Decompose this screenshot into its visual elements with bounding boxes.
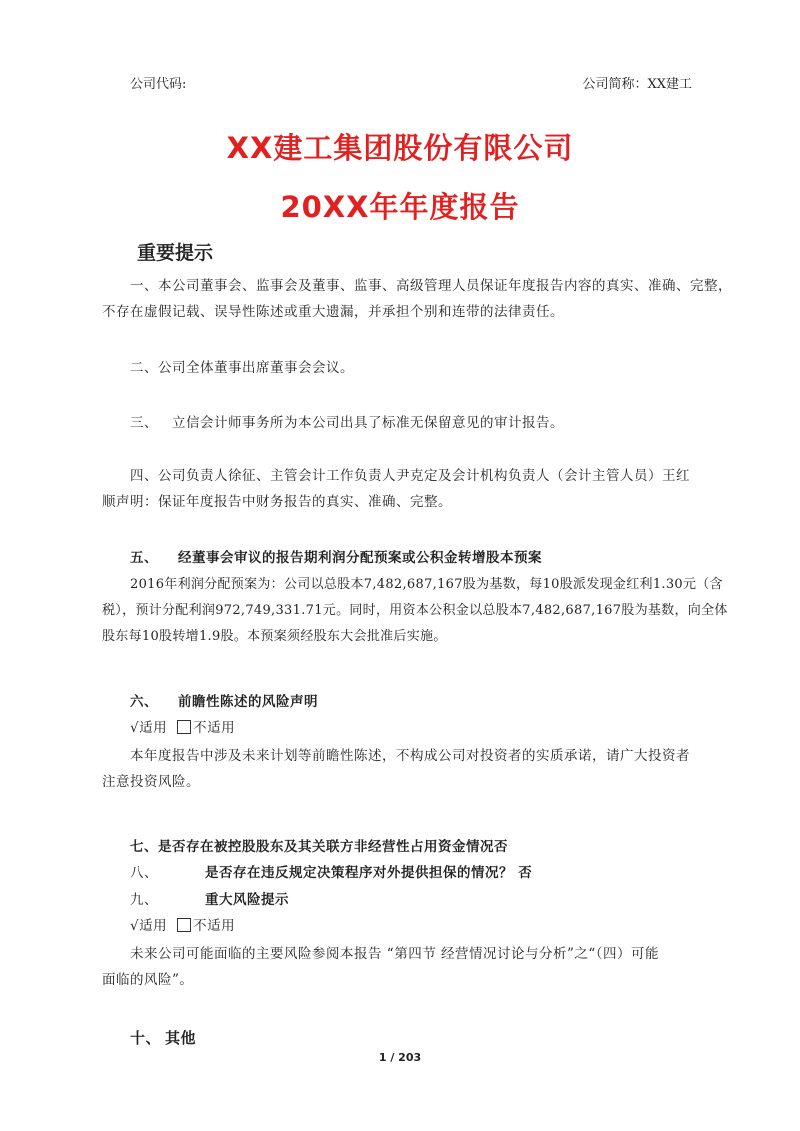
item-four-line2: 顺声明：保证年度报告中财务报告的真实、准确、完整。	[102, 494, 452, 510]
item-nine-line2: 面临的风险”。	[102, 972, 194, 988]
item-ten-number: 十、	[130, 1029, 162, 1047]
nine-not-applicable-label: 不适用	[193, 918, 236, 934]
item-six-checkboxes	[130, 715, 235, 741]
item-nine-line1: 未来公司可能面临的主要风险参阅本报告 “第四节 经营情况讨论与分析”之“（四）可能	[130, 946, 660, 962]
item-five-line3: 股东每10股转增1.9股。本预案须经股东大会批准后实施。	[102, 629, 447, 644]
item-four-line1: 四、公司负责人徐征、主管会计工作负责人尹克定及会计机构负责人（会计主管人员）王红	[130, 468, 690, 484]
item-nine-number: 九、	[130, 892, 158, 908]
page-number: 1 / 203	[378, 1051, 422, 1064]
six-not-applicable-label: 不适用	[193, 720, 236, 736]
item-two: 二、公司全体董事出席董事会会议。	[130, 360, 354, 376]
six-applicable-label: √适用	[130, 720, 168, 736]
nine-not-applicable-checkbox[interactable]	[177, 918, 191, 932]
item-eight-number: 八、	[130, 865, 158, 881]
item-eight-text: 是否存在违反规定决策程序对外提供担保的情况？ 否	[205, 865, 533, 881]
item-three-number: 三、	[130, 415, 158, 431]
section-heading: 重要提示	[137, 242, 214, 264]
item-six-number: 六、	[130, 694, 158, 710]
item-one-line1: 一、本公司董事会、监事会及董事、监事、高级管理人员保证年度报告内容的真实、准确、完整，	[130, 278, 732, 294]
item-nine-checkboxes	[130, 913, 235, 939]
item-six-line1: 本年度报告中涉及未来计划等前瞻性陈述，不构成公司对投资者的实质承诺，请广大投资者	[130, 748, 690, 764]
item-five-line1: 2016年利润分配预案为：公司以总股本7,482,687,167股为基数，每10股派发现金红利1.30元（含	[130, 577, 723, 592]
nine-applicable-label: √适用	[130, 918, 168, 934]
item-five-number: 五、	[130, 550, 158, 566]
item-five-title: 经董事会审议的报告期利润分配预案或公积金转增股本预案	[178, 550, 542, 566]
item-one-line2: 不存在虚假记载、误导性陈述或重大遗漏，并承担个别和连带的法律责任。	[102, 304, 564, 320]
item-three-text: 立信会计师事务所为本公司出具了标准无保留意见的审计报告。	[172, 415, 564, 431]
item-six-line2: 注意投资风险。	[102, 774, 200, 790]
item-five-line2: 税），预计分配利润972,749,331.71元。同时，用资本公积金以总股本7,482,687,167股为基数，向全体	[102, 603, 728, 618]
item-nine-title: 重大风险提示	[205, 892, 289, 908]
item-seven: 七、是否存在被控股股东及其关联方非经营性占用资金情况否	[130, 839, 508, 855]
company-title: XX建工集团股份有限公司	[226, 131, 574, 165]
item-ten-title: 其他	[165, 1029, 197, 1047]
six-not-applicable-checkbox[interactable]	[177, 720, 191, 734]
company-code-label: 公司代码:	[130, 77, 187, 92]
report-title: 20XX年年度报告	[280, 190, 520, 224]
company-short-name: 公司简称：XX建工	[582, 77, 692, 92]
item-six-title: 前瞻性陈述的风险声明	[178, 694, 318, 710]
